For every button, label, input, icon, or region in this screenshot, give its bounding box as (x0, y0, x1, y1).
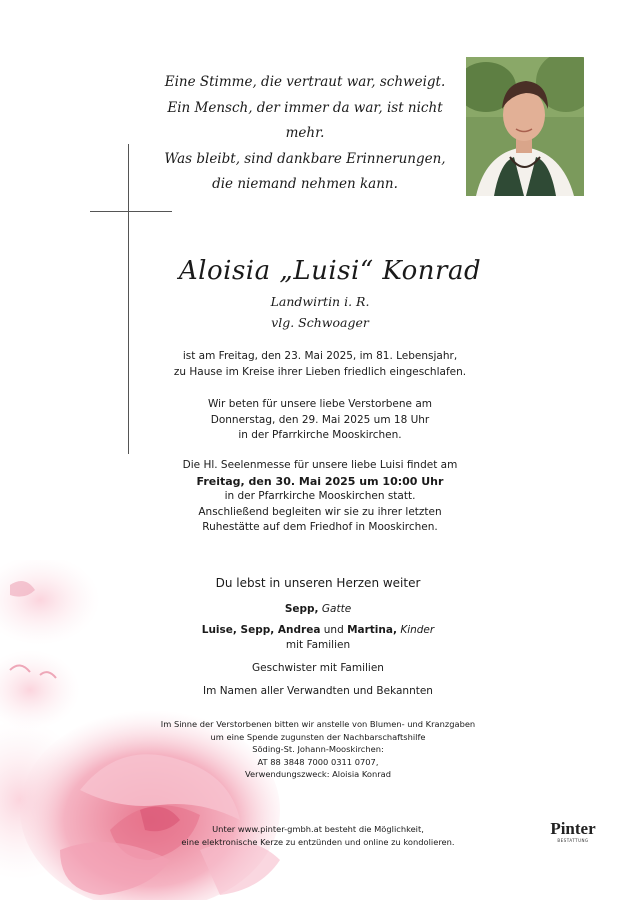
footer-line-1: Unter www.pinter-gmbh.at besteht die Möglichkeit, (212, 824, 424, 834)
prayer-info (150, 397, 490, 444)
vulgo-name: vlg. Schwoager (271, 315, 369, 330)
poem-line-1: Eine Stimme, die vertraut war, schweigt. (164, 74, 446, 90)
poem-line-4: die niemand nehmen kann. (212, 176, 398, 192)
cross-horizontal (90, 211, 172, 212)
poem-line-3: Was bleibt, sind dankbare Erinnerungen, (164, 150, 446, 167)
children-line (0, 623, 636, 638)
prayer-line-2: Donnerstag, den 29. Mai 2025 um 18 Uhr (210, 413, 430, 426)
spouse-name: Sepp, (284, 603, 319, 615)
spouse-line (0, 601, 636, 623)
donation-reference: Verwendungszweck: Aloisia Konrad (245, 769, 391, 780)
prayer-line-1: Wir beten für unsere liebe Verstorbene am (207, 398, 433, 410)
donation-line-2: um eine Spende zugunsten der Nachbarschaftshilfe (210, 731, 426, 742)
pinter-logo (540, 820, 606, 844)
prayer-line-3: in der Pfarrkirche Mooskirchen. (238, 429, 402, 441)
spouse-role: Gatte (321, 603, 352, 615)
donation-line-3: Söding-St. Johann-Mooskirchen: (252, 744, 384, 755)
death-notice (150, 349, 490, 380)
poem-line-2: Ein Mensch, der immer da war, ist nicht mehr. (167, 99, 443, 141)
mass-line-4: Anschließend begleiten wir sie zu ihrer letzten (198, 505, 442, 518)
cross-vertical (128, 144, 129, 454)
poem (150, 70, 460, 198)
deceased-name: Aloisia „Luisi“ Konrad (178, 256, 482, 286)
with-families: mit Familien (285, 639, 351, 651)
occupation: Landwirtin i. R. (270, 294, 370, 309)
mass-line-5: Ruhestätte auf dem Friedhof in Mooskirchen. (202, 521, 438, 533)
footer-line-2: eine elektronische Kerze zu entzünden und online zu kondolieren. (181, 837, 455, 847)
mass-line-1: Die Hl. Seelenmesse für unsere liebe Luisi findet am (182, 459, 458, 471)
children-role: Kinder (400, 624, 435, 636)
death-notice-line-2: zu Hause im Kreise ihrer Lieben friedlich eingeschlafen. (173, 365, 467, 378)
children-names-2: Martina, (347, 624, 397, 636)
portrait-photo (466, 57, 584, 196)
family-section (0, 575, 636, 699)
relatives: Im Namen aller Verwandten und Bekannten (203, 685, 433, 697)
donation-line-1: Im Sinne der Verstorbenen bitten wir anstelle von Blumen- und Kranzgaben (160, 719, 476, 729)
siblings: Geschwister mit Familien (252, 662, 384, 674)
children-names-1: Luise, Sepp, Andrea (201, 624, 321, 636)
family-heading: Du lebst in unseren Herzen weiter (215, 576, 421, 590)
children-and: und (320, 624, 348, 636)
mass-line-3: in der Pfarrkirche Mooskirchen statt. (224, 490, 416, 502)
death-notice-line-1: ist am Freitag, den 23. Mai 2025, im 81. Lebensjahr, (182, 350, 458, 362)
logo-subtitle: BESTATTUNG (557, 838, 589, 843)
mass-info (150, 458, 490, 536)
mass-date: Freitag, den 30. Mai 2025 um 10:00 Uhr (196, 474, 444, 488)
donation-iban: AT 88 3848 7000 0311 0707, (257, 756, 379, 767)
donation-info (0, 718, 636, 781)
logo-name: Pinter (550, 819, 596, 838)
